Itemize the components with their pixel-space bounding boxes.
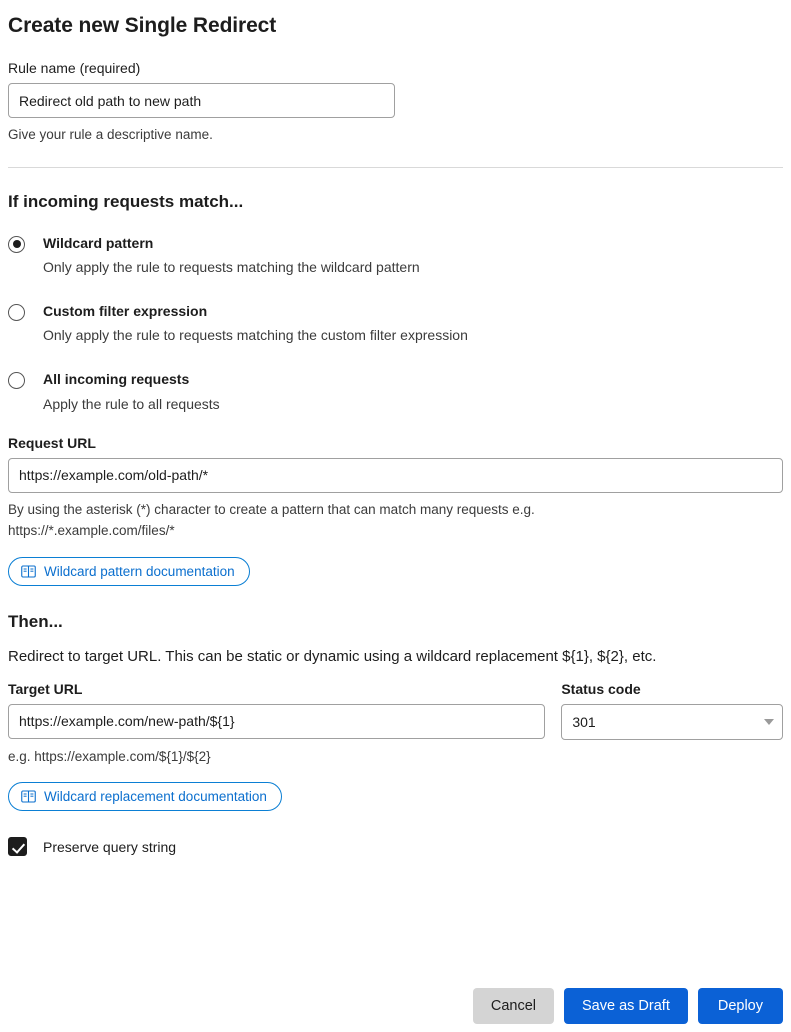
status-code-select[interactable] (561, 704, 783, 740)
rule-name-input[interactable] (8, 83, 395, 118)
then-section-heading: Then... (8, 611, 63, 631)
request-url-helper-line1: By using the asterisk (*) character to create a pattern that can match many requests e.g. (8, 501, 535, 517)
radio-icon-all-incoming-requests[interactable] (8, 372, 25, 389)
radio-label-wildcard-pattern: Wildcard pattern (43, 234, 154, 251)
radio-desc-wildcard-pattern: Only apply the rule to requests matching the wildcard pattern (43, 258, 420, 275)
save-as-draft-button[interactable]: Save as Draft (564, 988, 688, 1024)
wildcard-pattern-documentation-label: Wildcard pattern documentation (44, 563, 235, 579)
radio-desc-all-incoming-requests: Apply the rule to all requests (43, 395, 220, 412)
status-code-label: Status code (561, 680, 641, 697)
radio-label-custom-filter-expression: Custom filter expression (43, 302, 208, 319)
deploy-button[interactable]: Deploy (698, 988, 783, 1024)
wildcard-replacement-documentation-link[interactable] (8, 782, 282, 811)
target-url-label: Target URL (8, 680, 83, 697)
target-and-status-row (8, 681, 783, 740)
rule-name-label: Rule name (required) (8, 60, 141, 76)
target-url-helper: e.g. https://example.com/${1}/${2} (8, 748, 211, 764)
preserve-query-string-label: Preserve query string (43, 838, 177, 855)
checkbox-icon-preserve-query-string[interactable] (8, 837, 27, 856)
status-code-field (561, 681, 783, 740)
target-url-field (8, 681, 545, 739)
radio-icon-wildcard-pattern[interactable] (8, 236, 25, 253)
wildcard-replacement-documentation-label: Wildcard replacement documentation (44, 789, 267, 805)
radio-option-custom-filter-expression[interactable] (8, 302, 783, 344)
target-url-input[interactable] (8, 704, 545, 739)
request-url-input[interactable] (8, 458, 783, 493)
match-options-group (8, 234, 783, 413)
radio-icon-custom-filter-expression[interactable] (8, 304, 25, 321)
book-icon (21, 790, 36, 803)
rule-name-helper: Give your rule a descriptive name. (8, 127, 213, 142)
request-url-helper-line2: https://*.example.com/files/* (8, 523, 175, 539)
match-section-heading: If incoming requests match... (8, 191, 244, 211)
request-url-label: Request URL (8, 434, 96, 451)
wildcard-pattern-documentation-link[interactable] (8, 557, 250, 586)
page-title: Create new Single Redirect (8, 14, 277, 37)
section-divider (8, 167, 783, 168)
radio-option-all-incoming-requests[interactable] (8, 370, 783, 412)
book-icon (21, 565, 36, 578)
radio-label-all-incoming-requests: All incoming requests (43, 371, 190, 388)
preserve-query-string-row[interactable] (8, 837, 783, 856)
radio-desc-custom-filter-expression: Only apply the rule to requests matching the custom filter expression (43, 327, 468, 344)
then-section-description: Redirect to target URL. This can be static or dynamic using a wildcard replacement ${1}, ${2}, etc. (8, 647, 657, 665)
radio-option-wildcard-pattern[interactable] (8, 234, 783, 276)
cancel-button[interactable]: Cancel (473, 988, 554, 1024)
form-actions (473, 988, 783, 1024)
